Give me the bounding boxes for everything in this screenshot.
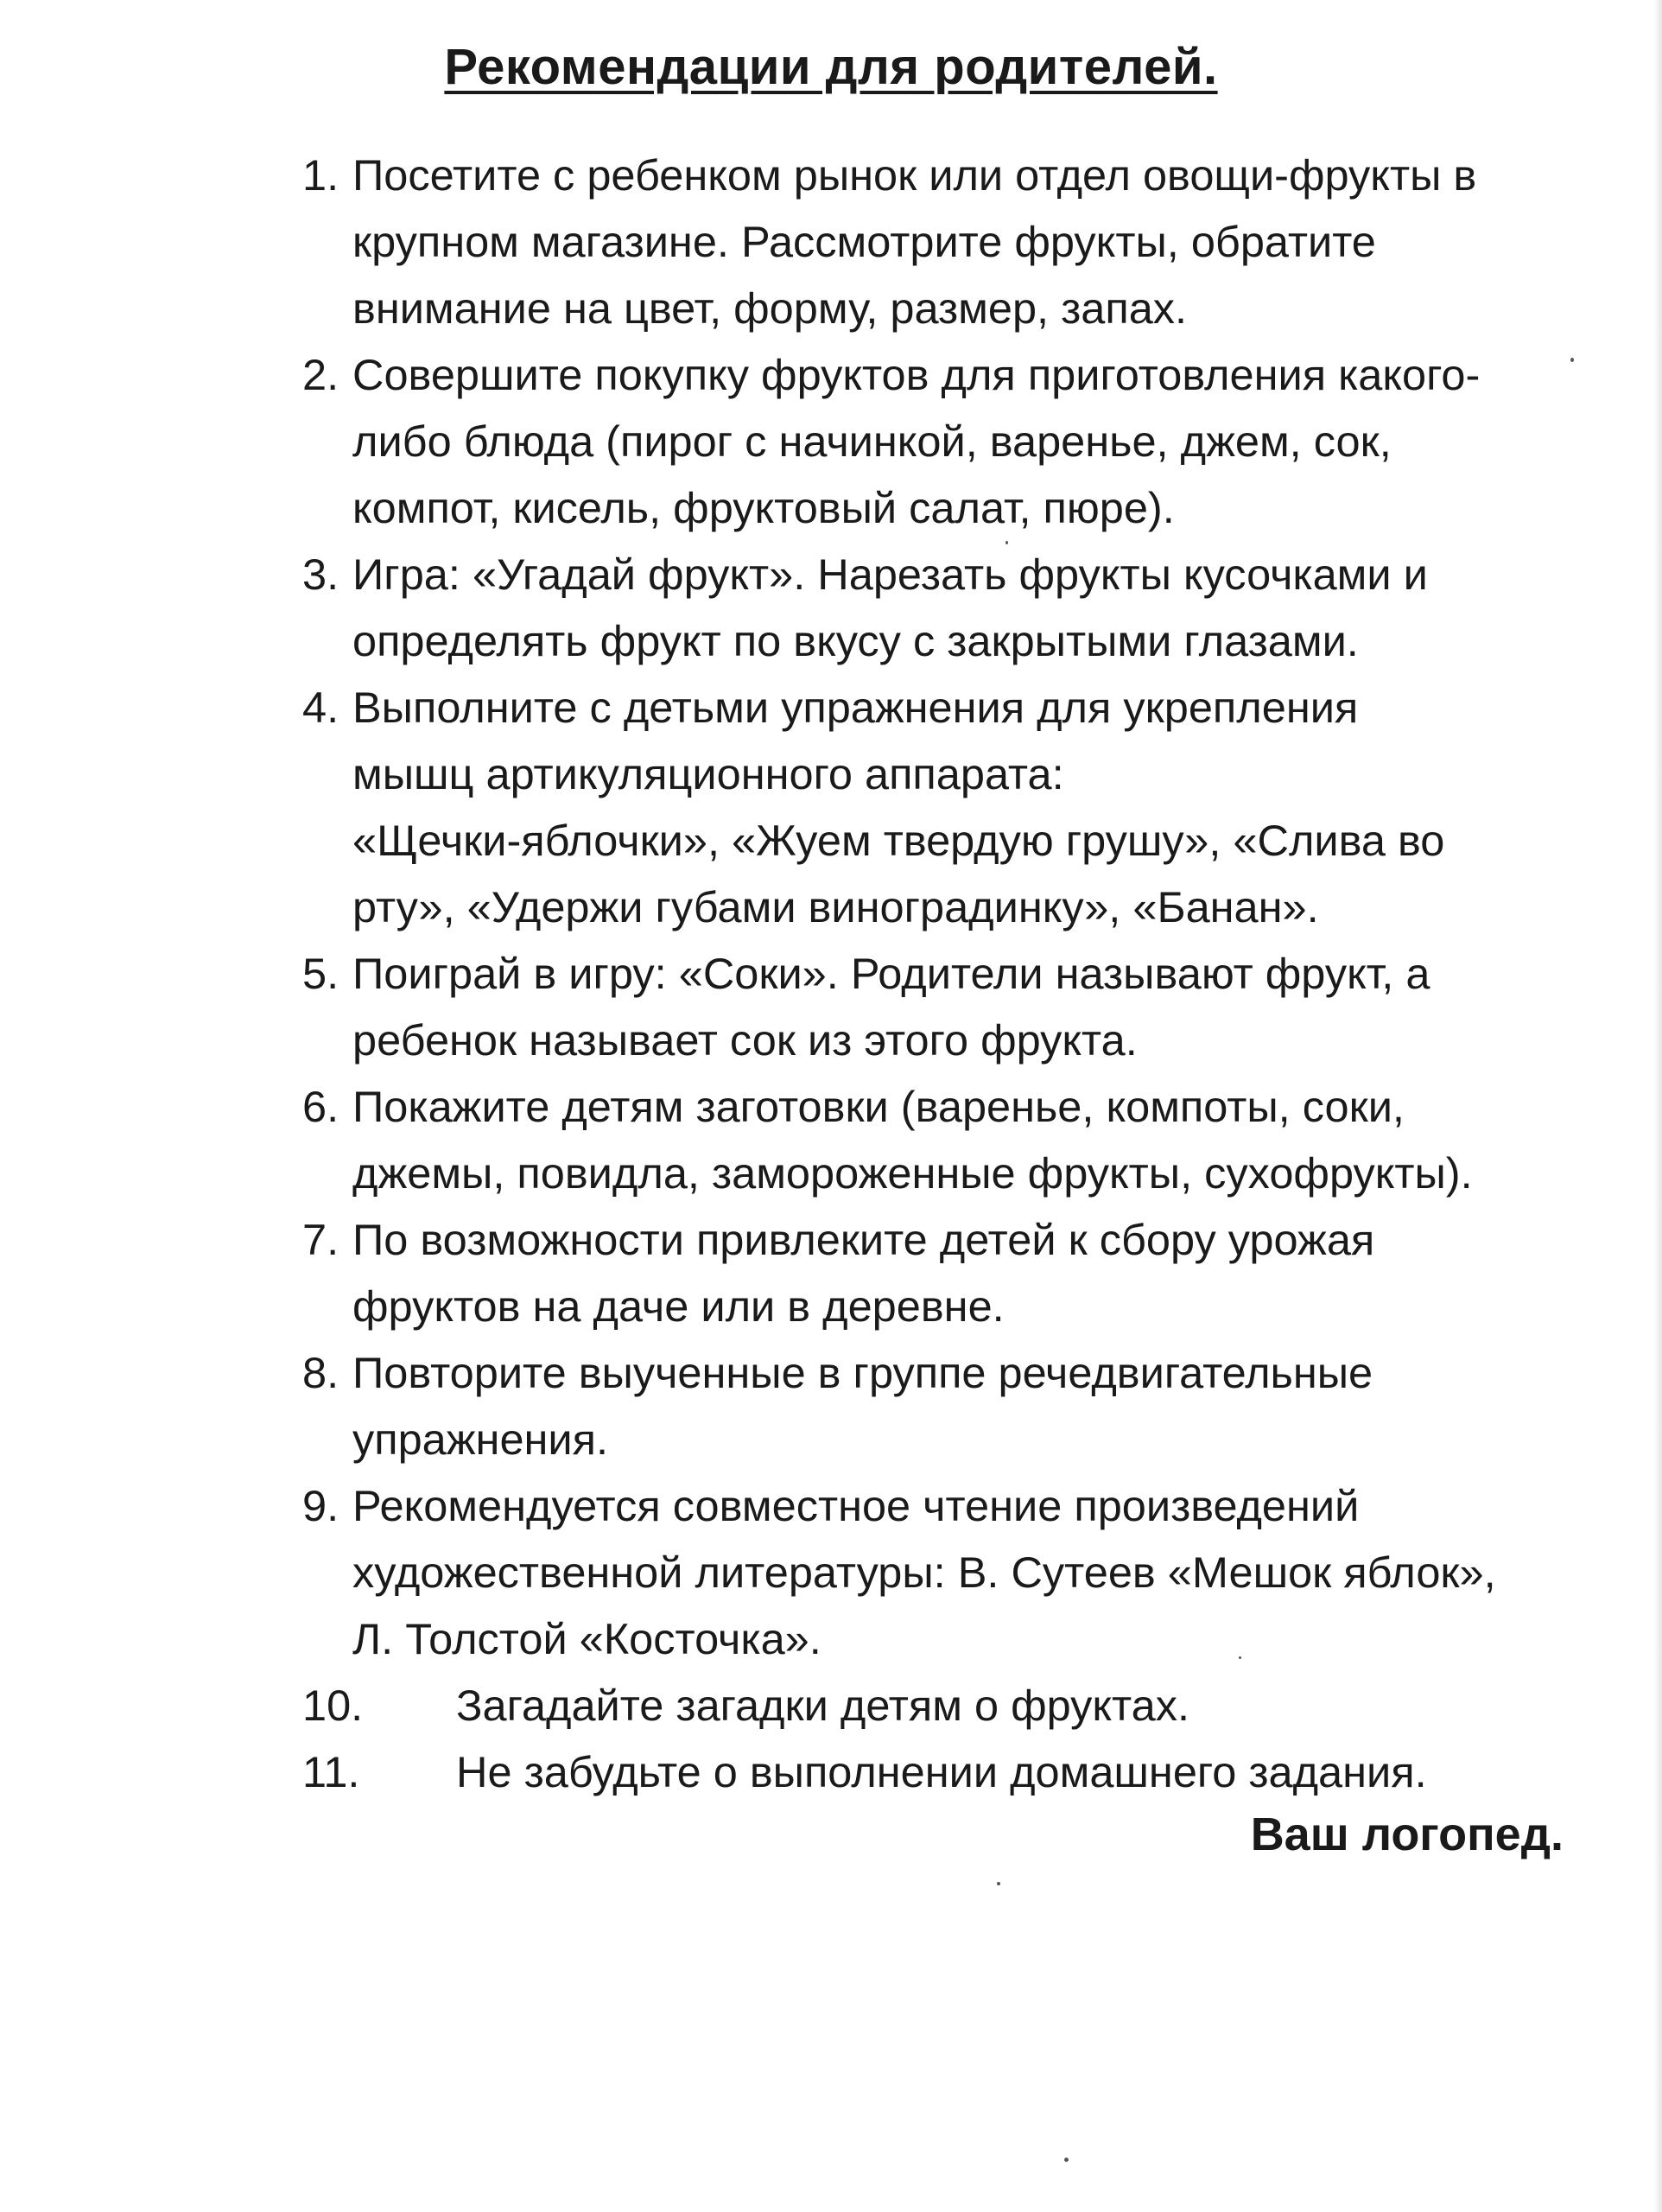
scan-edge-shadow xyxy=(1653,0,1662,2212)
item-number: 4. xyxy=(302,683,339,732)
item-text xyxy=(352,341,1589,541)
item-line: ребенок называет сок из этого фрукта. xyxy=(352,1015,1138,1065)
item-line: упражнения. xyxy=(352,1414,608,1464)
item-text xyxy=(352,1206,1589,1339)
list-item xyxy=(302,1738,1589,1805)
list-item xyxy=(302,1472,1589,1672)
recommendations-list xyxy=(302,142,1589,1805)
item-line: Загадайте загадки детям о фруктах. xyxy=(456,1681,1189,1730)
list-item xyxy=(302,341,1589,541)
item-line: Посетите с ребенком рынок или отдел овощи-фрукты в xyxy=(352,150,1477,200)
scan-speck xyxy=(1005,541,1008,544)
document-title: Рекомендации для родителей. xyxy=(444,39,1218,95)
item-line: крупном магазине. Рассмотрите фрукты, обратите xyxy=(352,217,1376,266)
item-number: 5. xyxy=(302,949,339,998)
item-number: 2. xyxy=(302,350,339,399)
item-line: Повторите выученные в группе речедвигательные xyxy=(352,1348,1373,1397)
item-number: 10. xyxy=(302,1681,364,1730)
item-text xyxy=(352,1339,1589,1472)
item-line: Рекомендуется совместное чтение произведений xyxy=(352,1481,1360,1530)
item-line: Покажите детям заготовки (варенье, компоты, соки, xyxy=(352,1082,1405,1131)
item-text xyxy=(456,1738,1589,1805)
item-text xyxy=(352,142,1589,341)
item-line: фруктов на даче или в деревне. xyxy=(352,1281,1005,1331)
item-line: «Щечки-яблочки», «Жуем твердую грушу», «Слива во xyxy=(352,816,1445,865)
item-line: Не забудьте о выполнении домашнего задания. xyxy=(456,1747,1427,1796)
scan-speck xyxy=(1570,358,1574,362)
item-line: художественной литературы: В. Сутеев «Мешок яблок», xyxy=(352,1548,1496,1597)
scan-speck xyxy=(1239,1656,1241,1659)
list-item xyxy=(302,1339,1589,1472)
item-line: либо блюда (пирог с начинкой, варенье, джем, сок, xyxy=(352,416,1392,466)
signature: Ваш логопед. xyxy=(1250,1808,1564,1860)
list-item xyxy=(302,541,1589,674)
item-line: Поиграй в игру: «Соки». Родители называют фрукт, а xyxy=(352,949,1430,998)
item-line: джемы, повидла, замороженные фрукты, сухофрукты). xyxy=(352,1148,1473,1198)
item-number: 8. xyxy=(302,1348,339,1397)
item-line: По возможности привлеките детей к сбору урожая xyxy=(352,1215,1375,1264)
list-item xyxy=(302,1073,1589,1206)
scan-speck xyxy=(1064,2158,1069,2162)
list-item xyxy=(302,674,1589,940)
list-item xyxy=(302,1672,1589,1738)
item-text xyxy=(456,1672,1589,1738)
list-item xyxy=(302,1206,1589,1339)
item-number: 1. xyxy=(302,150,339,200)
item-line: определять фрукт по вкусу с закрытыми глазами. xyxy=(352,616,1359,665)
item-line: Совершите покупку фруктов для приготовления какого- xyxy=(352,350,1481,399)
item-number: 7. xyxy=(302,1215,339,1264)
item-text xyxy=(352,1472,1589,1672)
list-item xyxy=(302,142,1589,341)
item-text xyxy=(352,1073,1589,1206)
item-text xyxy=(352,940,1589,1073)
item-text xyxy=(352,674,1589,940)
item-number: 11. xyxy=(302,1747,360,1796)
item-line: рту», «Удержи губами виноградинку», «Банан». xyxy=(352,882,1319,931)
item-line: Л. Толстой «Косточка». xyxy=(352,1614,821,1663)
scan-speck xyxy=(997,1882,1000,1885)
item-number: 3. xyxy=(302,550,339,599)
item-line: Игра: «Угадай фрукт». Нарезать фрукты кусочками и xyxy=(352,550,1428,599)
item-text xyxy=(352,541,1589,674)
item-number: 9. xyxy=(302,1481,339,1530)
item-line: внимание на цвет, форму, размер, запах. xyxy=(352,283,1188,333)
item-line: Выполните с детьми упражнения для укрепления xyxy=(352,683,1359,732)
list-item xyxy=(302,940,1589,1073)
item-line: мышц артикуляционного аппарата: xyxy=(352,749,1064,798)
item-line: компот, кисель, фруктовый салат, пюре). xyxy=(352,483,1175,532)
item-number: 6. xyxy=(302,1082,339,1131)
